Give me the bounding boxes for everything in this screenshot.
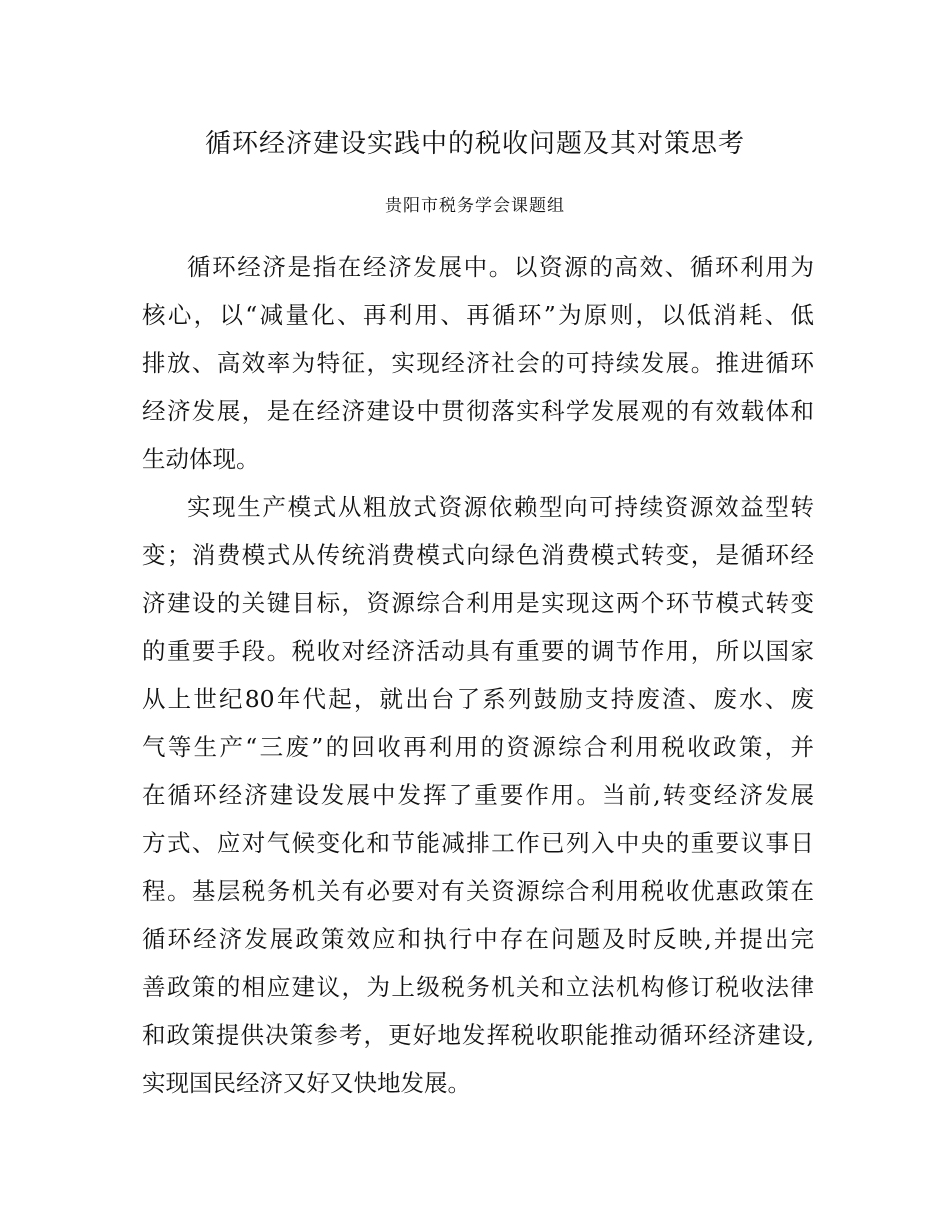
text-line: 核心，以“减量化、再利用、再循环”为原则，以低消耗、低 — [142, 301, 814, 329]
text-line: 方式、应对气候变化和节能减排工作已列入中央的重要议事日 — [142, 829, 814, 857]
text-line: 生动体现。 — [142, 445, 260, 473]
text-line: 循环经济是指在经济发展中。以资源的高效、循环利用为 — [187, 253, 814, 281]
document-author: 贵阳市税务学会课题组 — [385, 196, 565, 216]
text-line: 济建设的关键目标，资源综合利用是实现这两个环节模式转变 — [142, 589, 814, 617]
document-title: 循环经济建设实践中的税收问题及其对策思考 — [204, 129, 745, 159]
text-line: 排放、高效率为特征，实现经济社会的可持续发展。推进循环 — [142, 349, 814, 377]
text-line: 在循环经济建设发展中发挥了重要作用。当前,转变经济发展 — [142, 781, 814, 809]
text-line: 经济发展，是在经济建设中贯彻落实科学发展观的有效载体和 — [142, 397, 814, 425]
text-line: 变；消费模式从传统消费模式向绿色消费模式转变，是循环经 — [142, 541, 814, 569]
text-line: 和政策提供决策参考，更好地发挥税收职能推动循环经济建设, — [142, 1021, 814, 1049]
text-line: 从上世纪80年代起，就出台了系列鼓励支持废渣、废水、废 — [142, 685, 814, 713]
paragraph — [142, 483, 814, 1107]
text-line: 实现生产模式从粗放式资源依赖型向可持续资源效益型转 — [187, 493, 814, 521]
text-line: 善政策的相应建议，为上级税务机关和立法机构修订税收法律 — [142, 973, 814, 1001]
text-line: 的重要手段。税收对经济活动具有重要的调节作用，所以国家 — [142, 637, 814, 665]
text-line: 程。基层税务机关有必要对有关资源综合利用税收优惠政策在 — [142, 877, 814, 905]
document-body — [142, 243, 814, 1107]
text-line: 循环经济发展政策效应和执行中存在问题及时反映,并提出完 — [142, 925, 814, 953]
text-line: 气等生产“三废”的回收再利用的资源综合利用税收政策，并 — [142, 733, 814, 761]
text-line: 实现国民经济又好又快地发展。 — [142, 1069, 471, 1097]
paragraph — [142, 243, 814, 483]
